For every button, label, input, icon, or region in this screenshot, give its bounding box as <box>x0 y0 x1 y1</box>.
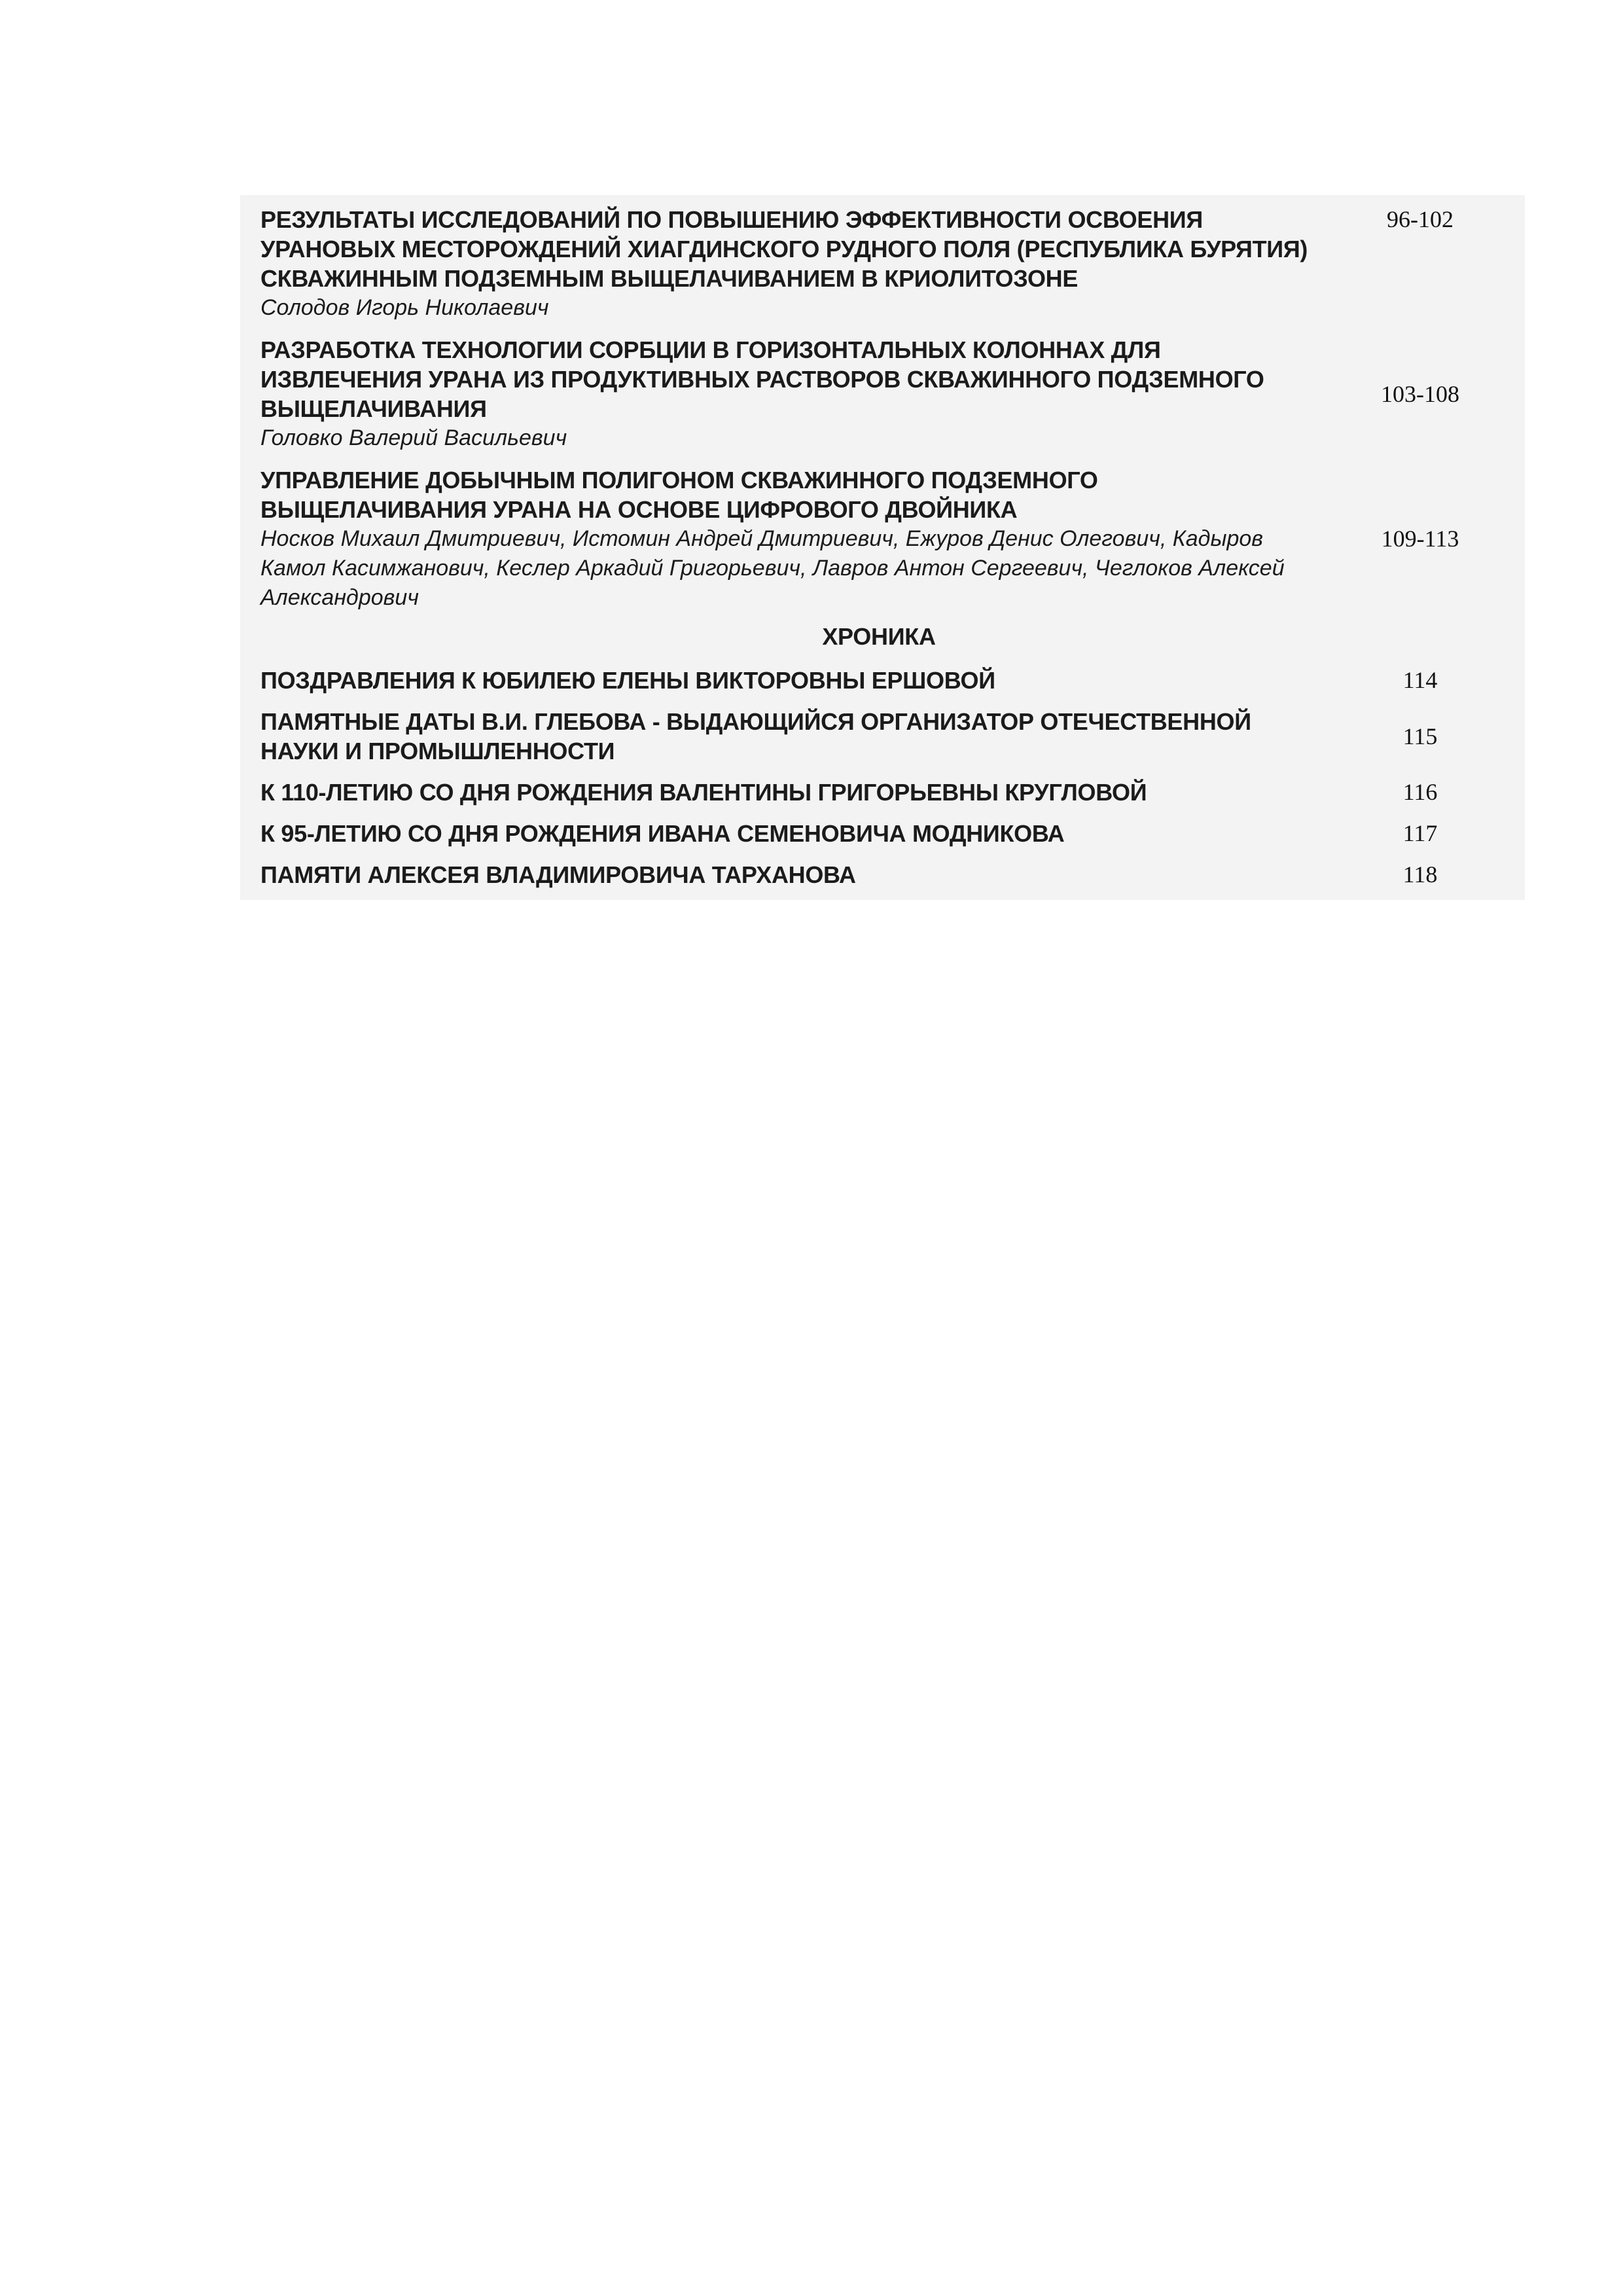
chronicle-entry <box>260 860 1525 889</box>
article-entry <box>260 465 1525 613</box>
journal-toc-panel <box>240 195 1525 900</box>
chronicle-entry <box>260 707 1525 766</box>
chronicle-entry <box>260 778 1525 807</box>
chronicle-title: ПАМЯТНЫЕ ДАТЫ В.И. ГЛЕБОВА - ВЫДАЮЩИЙСЯ ОРГАНИЗАТОР ОТЕЧЕСТВЕННОЙ НАУКИ И ПРОМЫШЛЕННОСТИ <box>260 708 1251 764</box>
article-entry <box>260 335 1525 453</box>
section-heading-chronicle: ХРОНИКА <box>822 623 936 650</box>
chronicle-page-number: 118 <box>1402 861 1438 888</box>
chronicle-entry-text <box>260 819 1315 848</box>
article-page-range: 109-113 <box>1381 526 1459 552</box>
article-page-range: 103-108 <box>1381 380 1459 407</box>
chronicle-title: К 95-ЛЕТИЮ СО ДНЯ РОЖДЕНИЯ ИВАНА СЕМЕНОВИЧА МОДНИКОВА <box>260 820 1065 847</box>
article-entry-text <box>260 205 1315 323</box>
article-authors: Солодов Игорь Николаевич <box>260 295 549 320</box>
chronicle-entry-text <box>260 707 1315 766</box>
chronicle-page-number: 114 <box>1402 667 1438 693</box>
article-authors: Носков Михаил Дмитриевич, Истомин Андрей Дмитриевич, Ежуров Денис Олегович, Кадыров Камол Касимжанович, Кеслер Аркадий Григорьевич, Лавров Антон Сергеевич, Чеглоков Алексей Александрович <box>260 526 1285 610</box>
chronicle-entry-text <box>260 860 1315 889</box>
chronicle-title: ПАМЯТИ АЛЕКСЕЯ ВЛАДИМИРОВИЧА ТАРХАНОВА <box>260 861 856 888</box>
article-entry-text <box>260 335 1315 453</box>
article-page-range: 96-102 <box>1387 206 1454 232</box>
chronicle-title: К 110-ЛЕТИЮ СО ДНЯ РОЖДЕНИЯ ВАЛЕНТИНЫ ГРИГОРЬЕВНЫ КРУГЛОВОЙ <box>260 779 1147 806</box>
article-title: УПРАВЛЕНИЕ ДОБЫЧНЫМ ПОЛИГОНОМ СКВАЖИННОГО ПОДЗЕМНОГО ВЫЩЕЛАЧИВАНИЯ УРАНА НА ОСНОВЕ ЦИФРОВОГО ДВОЙНИКА <box>260 467 1098 523</box>
article-authors: Головко Валерий Васильевич <box>260 425 567 450</box>
chronicle-page-number: 116 <box>1402 779 1438 805</box>
chronicle-entry <box>260 819 1525 848</box>
chronicle-entry-text <box>260 778 1315 807</box>
article-entry <box>260 205 1525 323</box>
article-entry-text <box>260 465 1315 613</box>
chronicle-entry-text <box>260 666 1315 695</box>
article-title: РЕЗУЛЬТАТЫ ИССЛЕДОВАНИЙ ПО ПОВЫШЕНИЮ ЭФФЕКТИВНОСТИ ОСВОЕНИЯ УРАНОВЫХ МЕСТОРОЖДЕНИЙ ХИАГДИНСКОГО РУДНОГО ПОЛЯ (РЕСПУБЛИКА БУРЯТИЯ) СКВАЖИННЫМ ПОДЗЕМНЫМ ВЫЩЕЛАЧИВАНИЕМ В КРИОЛИТОЗОНЕ <box>260 206 1308 292</box>
chronicle-page-number: 117 <box>1402 820 1438 846</box>
article-title: РАЗРАБОТКА ТЕХНОЛОГИИ СОРБЦИИ В ГОРИЗОНТАЛЬНЫХ КОЛОННАХ ДЛЯ ИЗВЛЕЧЕНИЯ УРАНА ИЗ ПРОДУКТИВНЫХ РАСТВОРОВ СКВАЖИННОГО ПОДЗЕМНОГО ВЫЩЕЛАЧИВАНИЯ <box>260 336 1264 422</box>
chronicle-page-number: 115 <box>1402 723 1438 749</box>
chronicle-section <box>260 666 1525 889</box>
chronicle-entry <box>260 666 1525 695</box>
chronicle-title: ПОЗДРАВЛЕНИЯ К ЮБИЛЕЮ ЕЛЕНЫ ВИКТОРОВНЫ ЕРШОВОЙ <box>260 667 995 694</box>
